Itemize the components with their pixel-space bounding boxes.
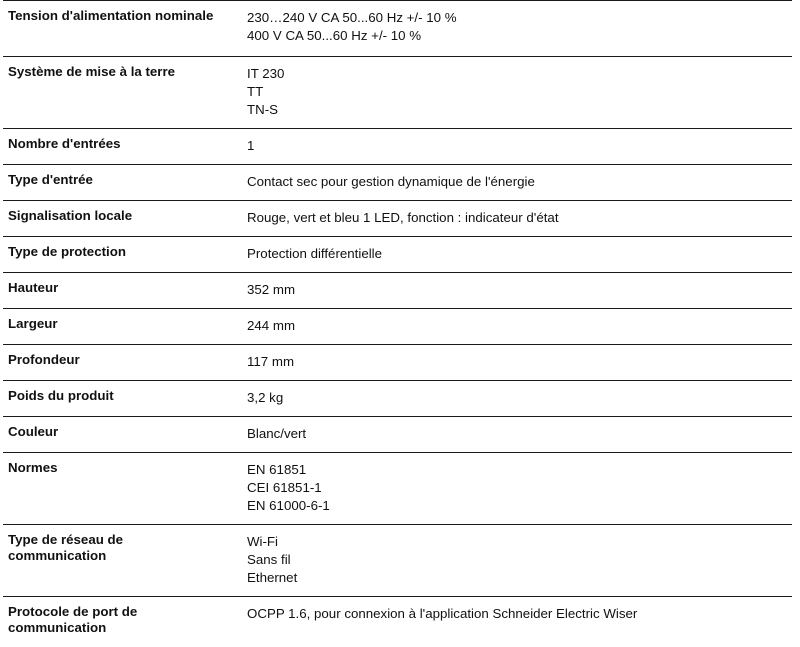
spec-value: Rouge, vert et bleu 1 LED, fonction : indicateur d'état [247,210,559,225]
spec-row [3,417,792,453]
spec-row [3,129,792,165]
spec-label: Poids du produit [8,388,114,403]
spec-value: Wi-Fi [247,534,279,549]
spec-row [3,345,792,381]
spec-row [3,165,792,201]
spec-values [243,201,792,236]
spec-value: TN-S [247,102,279,117]
spec-value: IT 230 [247,66,285,81]
spec-value: OCPP 1.6, pour connexion à l'application Schneider Electric Wiser [247,606,638,621]
spec-value: Protection différentielle [247,246,383,261]
spec-value: 230…240 V CA 50...60 Hz +/- 10 % [247,10,457,25]
spec-values [243,381,792,416]
spec-values [243,57,792,128]
spec-values [243,1,792,56]
spec-row [3,237,792,273]
spec-label: Normes [8,460,58,475]
spec-values [243,129,792,164]
spec-label: Système de mise à la terre [8,64,176,79]
spec-row [3,273,792,309]
spec-value: TT [247,84,264,99]
spec-label: Type de protection [8,244,126,259]
spec-values [243,417,792,452]
spec-row [3,381,792,417]
spec-values [243,309,792,344]
spec-value: Sans fil [247,552,291,567]
spec-values [243,165,792,200]
spec-values [243,345,792,380]
spec-value: 352 mm [247,282,296,297]
spec-label: Hauteur [8,280,59,295]
spec-value: 1 [247,138,255,153]
spec-label: Signalisation locale [8,208,133,223]
spec-value: 3,2 kg [247,390,284,405]
spec-label: Protocole de port de communication [8,604,138,635]
spec-value: EN 61000-6-1 [247,498,330,513]
spec-row [3,597,792,645]
spec-values [243,237,792,272]
spec-row [3,1,792,57]
spec-values [203,525,792,596]
spec-row [3,201,792,237]
spec-value: Blanc/vert [247,426,307,441]
spec-label: Type de réseau de communication [8,532,124,563]
spec-table [3,0,792,645]
spec-value: 244 mm [247,318,296,333]
spec-row [3,453,792,525]
spec-value: 400 V CA 50...60 Hz +/- 10 % [247,28,422,43]
spec-label: Largeur [8,316,58,331]
spec-value: Contact sec pour gestion dynamique de l'énergie [247,174,535,189]
spec-values [203,597,792,645]
spec-row [3,57,792,129]
spec-label: Type d'entrée [8,172,93,187]
spec-label: Couleur [8,424,59,439]
spec-label: Nombre d'entrées [8,136,121,151]
spec-value: EN 61851 [247,462,307,477]
spec-values [243,273,792,308]
spec-row [3,525,792,597]
spec-value: CEI 61851-1 [247,480,322,495]
spec-value: Ethernet [247,570,298,585]
spec-value: 117 mm [247,354,295,369]
spec-label: Profondeur [8,352,80,367]
spec-row [3,309,792,345]
spec-label: Tension d'alimentation nominale [8,8,214,23]
spec-values [243,453,792,524]
